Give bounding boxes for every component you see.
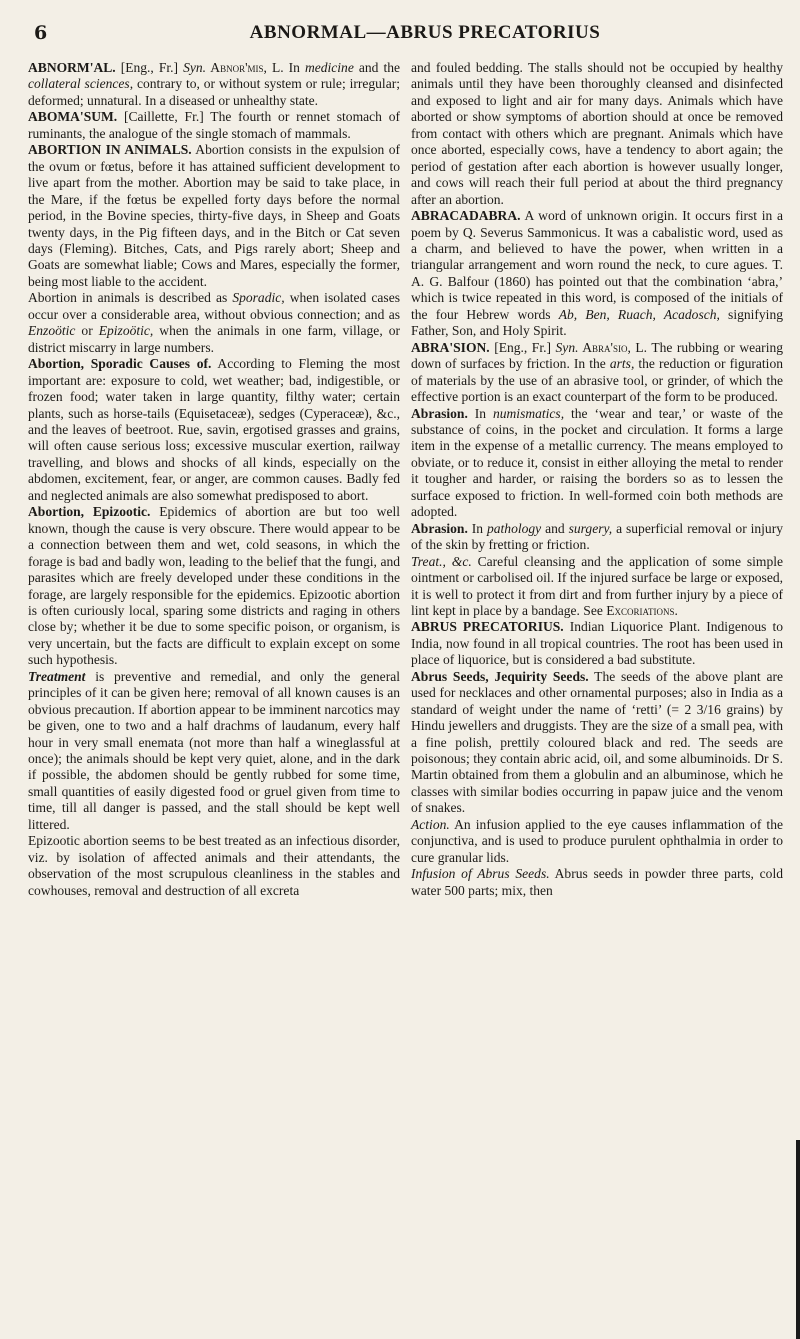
text-run: when the animals in one farm, village, or district miscarry in large numbers. <box>28 323 400 355</box>
entry-headword: ABOMA'SUM. <box>28 109 118 125</box>
text-run: Abortion in animals is described as <box>28 290 233 306</box>
page-number: 6 <box>34 22 48 44</box>
text-run: or <box>75 323 99 339</box>
text-run: , L. The rubbing or wearing down of surfaces by friction. In the <box>411 339 784 372</box>
paragraph <box>411 554 783 620</box>
paragraph <box>411 521 783 554</box>
text-run: Syn. <box>555 339 579 355</box>
entry-headword: ABRACADABRA. <box>411 208 521 224</box>
text-run: the reduction or figuration of materials by the use of an abrasive tool, or grinder, of which the effective portion is an exact counterpart of the form to be produced. <box>411 356 783 405</box>
text-run: In <box>467 405 493 421</box>
text-run: Action. <box>411 816 450 832</box>
text-run: , contrary to, or without system or rule; irregular; deformed; unnatural. In a diseased or unhealthy state. <box>28 76 400 108</box>
text-run: signifying Father, Son, and Holy Spirit. <box>411 306 783 339</box>
text-run: Abra'sio <box>578 339 628 355</box>
text-run: Epidemics of abortion are but too well known, though the cause is very obscure. There would appear to be a connection between them and wet, cold seasons, in which the forage is bad and badly won, leading to the belief that the fungi, and parasites which are freely developed under these conditions in the forage, are largely responsible for the epidemics. Epizootic abortion is often curiously local, sparing some districts and raging in others close by; whether it be due to some specific poison, or organism, is very uncertain, but the facts are difficult to explain except on some such hypothesis. <box>28 504 400 668</box>
paragraph <box>411 340 783 406</box>
text-run: a superficial removal or injury of the skin by fretting or friction. <box>411 520 783 553</box>
subentry-heading: Abortion, Epizootic. <box>28 504 151 520</box>
page-header <box>34 18 776 48</box>
subentry-heading: Abrus Seeds, Jequirity Seeds. <box>411 668 589 684</box>
text-run: An infusion applied to the eye causes inflammation of the conjunctiva, and is used to produce purulent ophthalmia in order to cure granular lids. <box>411 816 783 865</box>
subentry-heading: Abrasion. <box>411 405 468 421</box>
edge-strip <box>796 1140 800 1339</box>
subentry-heading: Treatment <box>28 668 86 684</box>
text-run: , L. In <box>263 60 305 75</box>
text-run: pathology <box>487 520 542 536</box>
text-run: medicine <box>304 60 354 75</box>
text-run: Treat., &c. <box>411 553 472 569</box>
entry-headword: ABNORM'AL. <box>28 60 116 75</box>
text-run: when isolated cases occur over a considerable area, without obvious connection; and as <box>28 290 400 322</box>
text-run: Epizootic abortion seems to be best treated as an infectious disorder, viz. by isolation of affected animals and their attendants, the observation of the most scrupulous cleanliness in the stables and cowhouses, removal and destruction of all excreta <box>28 833 400 898</box>
text-run: According to Fleming the most important are: exposure to cold, wet weather; bad, indigestible, or frozen food; water taken in large quantity, filthy water; certain plants, such as horse-tails (Equisetaceæ), sedges (Cyperaceæ), &c., and the leaves of beetroot. Rue, savin, ergotised grasses and grains, will often cause serious loss; excessive muscular exertion, railway travelling, and blows and shocks of all kinds, especially on the abdomen, excitement, fear, or anger, are common causes. Badly fed and neglected animals are also somewhat predisposed to abort. <box>28 356 400 503</box>
text-run: Abrus seeds in powder three parts, cold water 500 parts; mix, then <box>411 866 783 898</box>
paragraph <box>28 833 400 899</box>
paragraph <box>411 60 783 208</box>
subentry-heading: Abrasion. <box>411 520 468 536</box>
entry-headword: ABORTION IN ANIMALS. <box>28 142 192 158</box>
right-column <box>411 60 783 899</box>
text-run: is preventive and remedial, and only the general principles of it can be given here; removal of all known causes is an obvious precaution. If abortion appear to be imminent narcotics may be given, one to two and a half drachms of laudanum, every half hour in very small enemata (not more than half a wineglassful at once); the animals should be kept very quiet, alone, and in the dark if possible, the abdomen should be gently rubbed for some time, small quantities of easily digested food or gruel given from time to time, till all danger is passed, and the stall should be kept well littered. <box>28 668 400 832</box>
text-run: Epizoötic, <box>98 323 154 339</box>
paragraph <box>28 504 400 669</box>
paragraph <box>28 109 400 142</box>
text-run: The seeds of the above plant are used for necklaces and other ornamental purposes; also in India as a standard of weight under the name of ‘retti’ (= 2 3/16 grains) by Hindu jewellers and druggists. They are the size of a small pea, with a fine polish, prettily coloured black and red. The seeds are poisonous; they contain abric acid, oil, and some albuminoids. Dr S. Martin obtained from them a globulin and an albuminose, which he classes with similar bodies occurring in papaw juice and the venom of snakes. <box>411 668 784 816</box>
left-column <box>28 60 400 899</box>
running-head: ABNORMAL—ABRUS PRECATORIUS <box>249 22 601 43</box>
paragraph <box>411 619 783 668</box>
paragraph <box>28 60 400 109</box>
text-run: Careful cleansing and the application of some simple ointment or carbolised oil. If the injured surface be large or exposed, it is well to protect it from dirt and from further injury by a piece of lint kept in place by a bandage. See <box>411 553 783 618</box>
text-run: Infusion of Abrus Seeds. <box>411 866 550 882</box>
text-run: Enzoötic <box>28 323 76 339</box>
text-run: Abortion consists in the expulsion of the ovum or fœtus, before it has attained sufficient development to live apart from the mother. Abortion may be said to take place, in the Mare, if the fœtus be expelled forty days before the normal period, in the Bovine species, thirty-five days, in Sheep and Goats twenty days, in the Pig fifteen days, and in the Bitch or Cat seven days (Fleming). Bitches, Cats, and Pigs rarely abort; Sheep and Goats are somewhat liable; Cows and Mares, especially the former, being most liable to the accident. <box>28 142 400 289</box>
text-run: Indian Liquorice Plant. Indigenous to India, now found in all tropical countries. The root has been used in place of liquorice, but is considered a bad substitute. <box>411 619 783 668</box>
text-run: and <box>541 520 569 536</box>
entry-headword: ABRA'SION. <box>411 339 490 355</box>
paragraph <box>28 290 400 356</box>
text-run: numismatics, <box>492 405 565 421</box>
text-run: Ab, Ben, Ruach, Acadosch, <box>558 306 720 322</box>
text-run: Abnor'mis <box>206 60 264 75</box>
text-run: arts, <box>609 356 635 372</box>
text-run: [Caillette, Fr.] The fourth or rennet stomach of ruminants, the analogue of the single stomach of mammals. <box>28 109 400 141</box>
text-run: surgery, <box>568 520 613 536</box>
entry-headword: ABRUS PRECATORIUS. <box>411 619 564 635</box>
text-run: collateral sciences <box>28 76 130 92</box>
text-run: and the <box>353 60 400 75</box>
paragraph <box>411 406 783 521</box>
text-run: Sporadic, <box>232 290 285 306</box>
text-run: A word of unknown origin. It occurs first in a poem by Q. Severus Sammonicus. It was a cabalistic word, used as a charm, and believed to have the power, when written in a triangular arrangement and worn round the neck, to cure agues. T. A. G. Balfour (1860) has pointed out that the combination ‘abra,’ which is twice repeated in this word, is composed of the initials of the four Hebrew words <box>411 208 783 322</box>
paragraph <box>28 669 400 834</box>
text-run: Excoriations. <box>606 602 678 618</box>
paragraph <box>411 669 783 817</box>
text-run: [Eng., Fr.] <box>489 339 556 355</box>
text-run: In <box>467 520 487 536</box>
paragraph <box>28 356 400 504</box>
paragraph <box>411 817 783 866</box>
paragraph <box>411 866 783 899</box>
paragraph <box>28 142 400 290</box>
paragraph <box>411 208 783 340</box>
text-run: the ‘wear and tear,’ or waste of the substance of coins, in the pocket and circulation. It forms a large item in the expense of a metallic currency. The means employed to obviate, or to reduce it, consist in either alloying the metal to render it tougher and harder, or raising the borders so as to lessen the surface exposed to friction. In well-formed coin both methods are adopted. <box>411 405 783 520</box>
text-run: [Eng., Fr.] <box>115 60 184 75</box>
text-run: Syn. <box>183 60 207 75</box>
text-run: and fouled bedding. The stalls should not be occupied by healthy animals until they have been thoroughly cleansed and disinfected and exposed to light and air for many days. Animals which have aborted or show symptoms of abortion should at once be removed from contact with others which are pregnant. Animals which have once aborted, especially cows, have a tendency to abort again; the period of gestation after each abortion is however usually longer, and cows will reach their full period at about the third pregnancy after an abortion. <box>411 60 783 207</box>
subentry-heading: Abortion, Sporadic Causes of. <box>28 356 212 372</box>
